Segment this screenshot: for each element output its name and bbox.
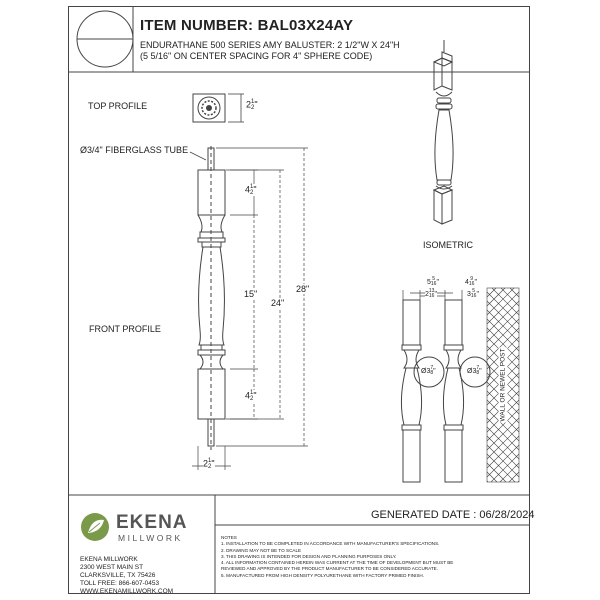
hatch-line [487, 288, 496, 297]
note-line: 3. THIS DRAWING IS INTENDED FOR DESIGN AND PLANNING PURPOSES ONLY. [221, 553, 397, 559]
dim-bottom-block: 41 2" [245, 390, 257, 402]
spacing-baluster-left [401, 300, 421, 482]
description-line-1: ENDURATHANE 500 SERIES AMY BALUSTER: 2 1/2"W X 24"H [140, 40, 400, 50]
item-description [140, 40, 400, 62]
front-profile-label: FRONT PROFILE [89, 324, 161, 334]
hatch-line [487, 472, 497, 482]
isometric-label: ISOMETRIC [423, 240, 474, 250]
generated-date: GENERATED DATE : 06/28/2024 [371, 509, 535, 521]
note-line: 4. ALL INFORMATION CONTAINED HEREIN WAS CURRENT AT THE TIME OF DEVELOPMENT BUT MUST BE [221, 560, 454, 566]
company-line: TOLL FREE: 866-607-0453 [80, 580, 160, 587]
isometric-baluster [434, 40, 453, 224]
dim-height: 24" [271, 298, 285, 308]
note-line: 1. INSTALLATION TO BE COMPLETED IN ACCORDANCE WITH MANUFACTURER'S SPECIFICATIONS. [221, 541, 440, 547]
dim-spacing-c: 213 16" [425, 288, 437, 299]
company-line: 2300 WEST MAIN ST [80, 564, 144, 571]
company-line: EKENA MILLWORK [80, 556, 138, 563]
spacing-baluster-right [443, 300, 463, 482]
hatch-line [487, 288, 514, 315]
logo-name: EKENA [116, 512, 188, 533]
note-line: 2. DRAWING MAY NOT BE TO SCALE [221, 547, 302, 553]
hatch-line [510, 288, 519, 297]
company-line: CLARKSVILLE, TX 75426 [80, 572, 156, 579]
top-profile-label: TOP PROFILE [88, 101, 148, 111]
wall-post-label: WALL OR NEWEL POST [499, 348, 507, 422]
top-profile-rosette [193, 94, 225, 122]
note-line: 5. MANUFACTURED FROM HIGH DENSITY POLYURETHANE WITH FACTORY PRIMED FINISH. [221, 572, 424, 578]
dim-base-width: 21 2" [203, 458, 215, 470]
front-profile-baluster [198, 146, 225, 450]
dim-spacing-d: 35 16" [467, 288, 479, 299]
description-line-2: (5 5/16" ON CENTER SPACING FOR 4" SPHERE CODE) [140, 51, 373, 61]
item-number: ITEM NUMBER: BAL03X24AY [140, 17, 354, 34]
hatch-line [509, 472, 519, 482]
company-info [80, 556, 173, 596]
dim-sphere-left: Ø37 8" [421, 365, 436, 376]
hatch-line [491, 454, 519, 482]
hatch-line [487, 454, 515, 482]
fiberglass-tube-label: Ø3/4" FIBERGLASS TUBE [80, 145, 189, 155]
dim-overall: 28" [296, 284, 310, 294]
notes-title: NOTES [221, 535, 237, 540]
dim-top-block: 41 2" [245, 184, 257, 196]
dim-top-width: 21 2" [246, 99, 258, 111]
hatch-line [500, 463, 519, 482]
ekena-leaf-icon [81, 513, 109, 541]
company-website-link[interactable]: WWW.EKENAMILLWORK.COM [80, 588, 174, 595]
dim-spacing-a: 55 16" [427, 276, 439, 287]
dim-sphere-right: Ø37 8" [467, 365, 482, 376]
hatch-line [492, 288, 519, 315]
dim-spacing-b: 49 16" [465, 276, 477, 287]
notes-block [221, 535, 453, 579]
dim-middle: 15" [244, 289, 258, 299]
note-line: REVIEWED AND APPROVED BY THE PRODUCT MANUFACTURER TO BE CONSIDERED ACCURATE. [221, 566, 438, 572]
logo-subtitle: MILLWORK [118, 533, 183, 543]
